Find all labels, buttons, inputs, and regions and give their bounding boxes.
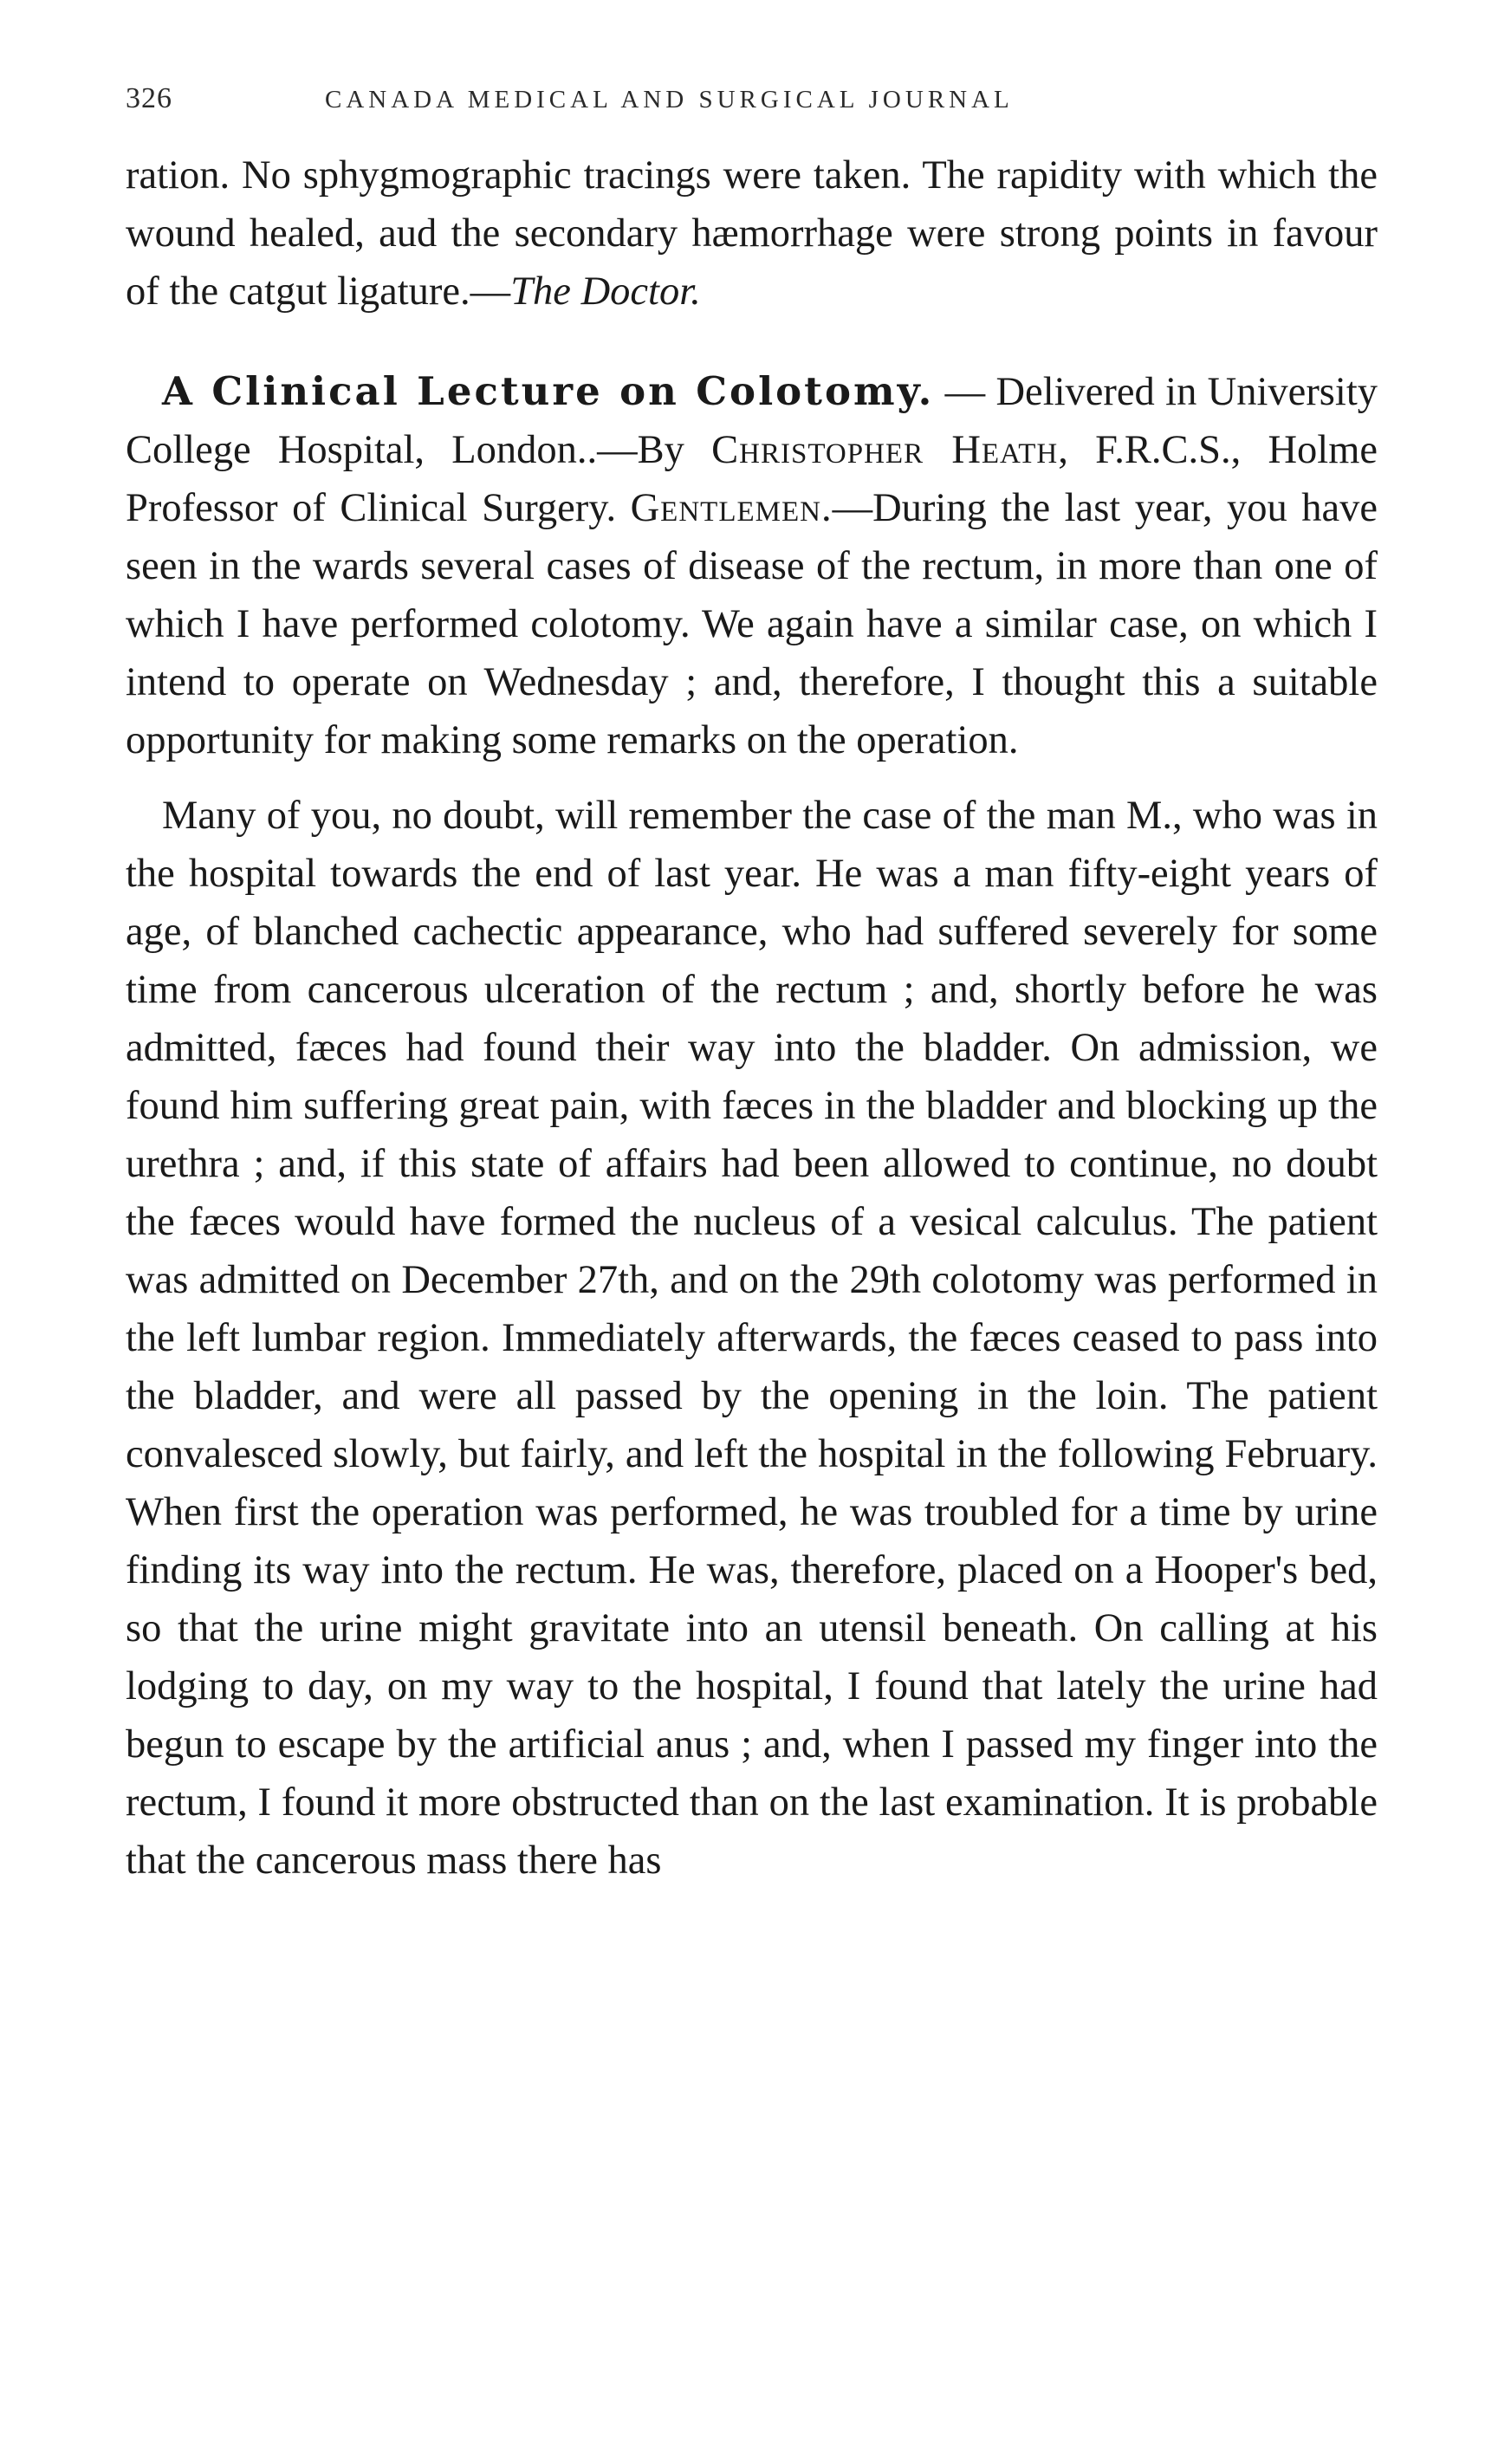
title-dash: — bbox=[934, 370, 986, 414]
case-paragraph: Many of you, no doubt, will remember the case of the man M., who was in the hospital towards the end of last year. He was a man fifty-eight years of age, of blanched cachectic appearance, who had suffered severely for some time from cancerous ulceration of the rectum ; and, shortly before he was admitted, fæces had found their way into the bladder. On admission, we found him suffering great pain, with fæces in the bladder and blocking up the urethra ; and, if this state of affairs had been allowed to continue, no doubt the fæces would have formed the nucleus of a vesical calculus. The patient was admitted on December 27th, and on the 29th colotomy was performed in the left lumbar region. Immediately afterwards, the fæces ceased to pass into the bladder, and were all passed by the opening in the loin. The patient convalesced slowly, but fairly, and left the hospital in the following February. When first the operation was performed, he was troubled for a time by urine finding its way into the rectum. He was, therefore, placed on a Hooper's bed, so that the urine might gravitate into an utensil beneath. On calling at his lodging to day, on my way to the hospital, I found that lately the urine had begun to escape by the artificial anus ; and, when I passed my finger into the rectum, I found it more obstructed than on the last examination. It is probable that the cancerous mass there has bbox=[126, 794, 1378, 1883]
intro-text-b: , F.R.C.S., Holme Professor of Clinical Surgery. bbox=[126, 428, 1378, 530]
salutation: Gentlemen. bbox=[630, 486, 833, 530]
lecture-intro-paragraph bbox=[126, 362, 1378, 769]
source-citation: The Doctor. bbox=[510, 269, 701, 314]
lecture-title: A Clinical Lecture on Colotomy. bbox=[162, 368, 935, 414]
continued-paragraph bbox=[126, 146, 1378, 321]
journal-title: CANADA MEDICAL AND SURGICAL JOURNAL bbox=[325, 86, 1014, 113]
running-head bbox=[126, 82, 1378, 115]
intro-text-c: —During the last year, you have seen in the wards several cases of disease of the rectum, in more than one of which I have performed colotomy. We again have a similar case, on which I intend to operate on Wednesday ; and, therefore, I thought this a suitable opportunity for making some remarks on the operation. bbox=[126, 486, 1378, 762]
author-name: Christopher Heath bbox=[711, 428, 1059, 472]
page-number: 326 bbox=[126, 82, 172, 114]
intro-text-a: Delivered in University College Hospital, London..—By bbox=[126, 370, 1378, 472]
continued-text: ration. No sphygmographic tracings were taken. The rapidity with which the wound healed, aud the secondary hæmorrhage were strong points in favour of the catgut ligature.— bbox=[126, 153, 1378, 314]
journal-page bbox=[126, 82, 1378, 1890]
